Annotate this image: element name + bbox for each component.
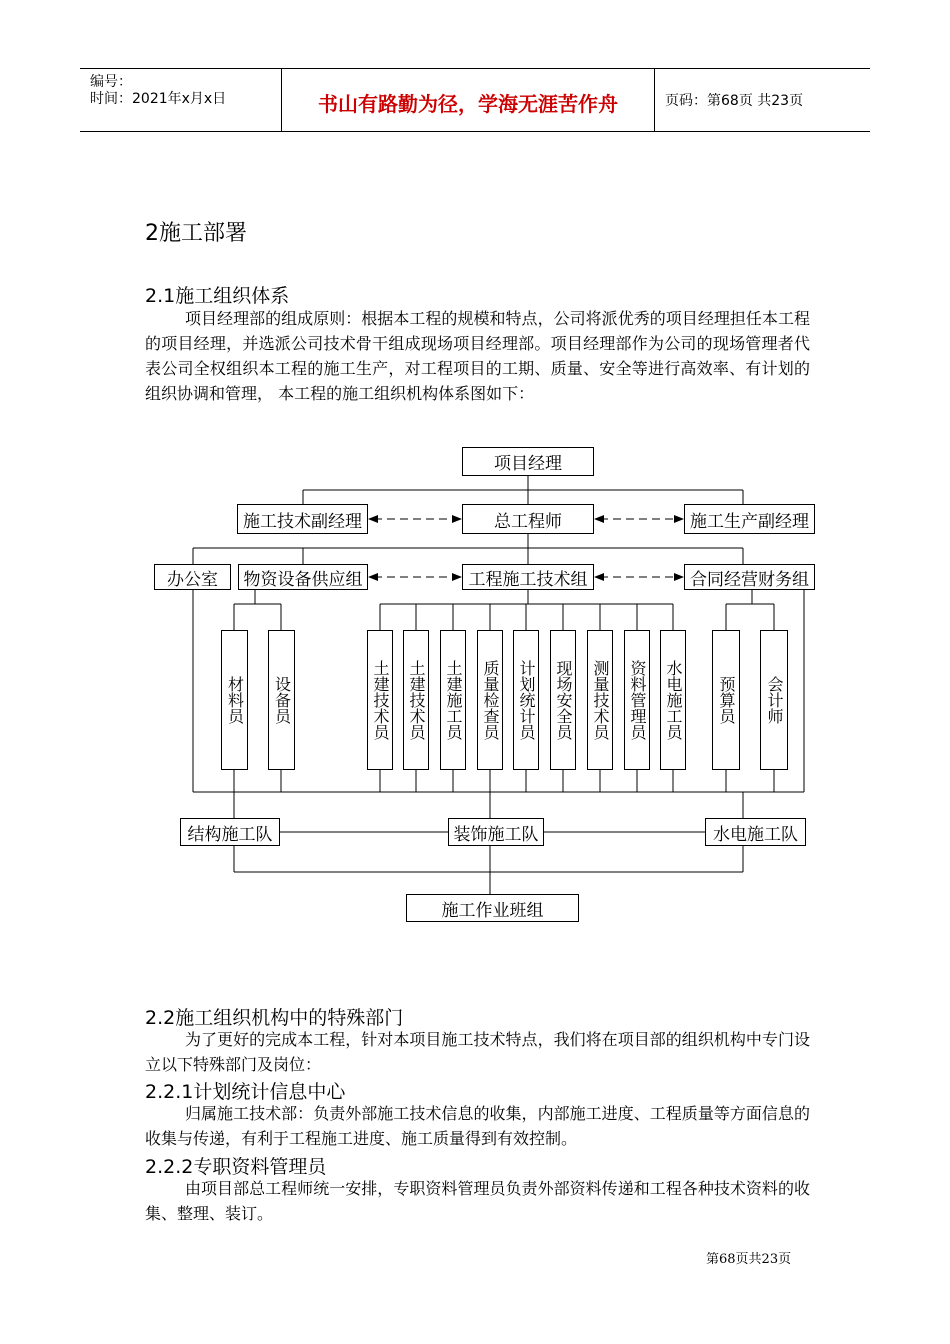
org-project-manager: 项目经理	[462, 447, 594, 476]
org-role-materials: 材料员	[221, 630, 248, 770]
org-production-deputy-manager: 施工生产副经理	[684, 504, 815, 534]
subsection-2-2-1-text: 归属施工技术部：负责外部施工技术信息的收集，内部施工进度、工程质量等方面信息的收集与传递，有利于工程施工进度、施工质量得到有效控制。	[145, 1104, 810, 1148]
org-role-document-management: 资料管理员	[624, 630, 650, 770]
org-office: 办公室	[154, 564, 231, 590]
header-motto: 书山有路勤为径，学海无涯苦作舟	[318, 92, 618, 116]
org-role-mep-construction: 水电施工员	[660, 630, 686, 770]
subsection-2-2-title: 2.2施工组织机构中的特殊部门	[145, 1007, 404, 1029]
org-role-civil-tech-2: 土建技术员	[403, 630, 429, 770]
org-role-accountant: 会计师	[760, 630, 788, 770]
org-role-planning-statistics: 计划统计员	[513, 630, 539, 770]
org-tech-deputy-manager: 施工技术副经理	[237, 504, 368, 534]
header-info-cell	[80, 69, 282, 131]
org-role-budgeting: 预算员	[712, 630, 740, 770]
org-structure-team: 结构施工队	[180, 818, 280, 846]
org-role-survey-tech: 测量技术员	[587, 630, 613, 770]
org-role-civil-tech-1: 土建技术员	[367, 630, 393, 770]
org-chart	[140, 440, 820, 930]
subsection-2-2-text: 为了更好的完成本工程，针对本项目施工技术特点，我们将在项目部的组织机构中专门设立以下特殊部门及岗位：	[145, 1030, 810, 1074]
org-finance-group: 合同经营财务组	[684, 564, 815, 590]
subsection-2-1-title: 2.1施工组织体系	[145, 285, 290, 307]
header-motto-cell	[282, 69, 655, 131]
org-role-equipment: 设备员	[268, 630, 295, 770]
header-number: 编号：	[90, 74, 132, 90]
header-time: 时间：2021年x月x日	[90, 91, 227, 107]
org-role-quality-inspector: 质量检查员	[477, 630, 503, 770]
org-mep-team: 水电施工队	[705, 818, 806, 846]
org-supply-group: 物资设备供应组	[238, 564, 368, 590]
page-footer-number: 第68页共23页	[706, 1252, 792, 1267]
subsection-2-2-2-text: 由项目部总工程师统一安排，专职资料管理员负责外部资料传递和工程各种技术资料的收集、整理、装订。	[145, 1179, 810, 1223]
section-title: 2施工部署	[145, 221, 247, 246]
org-tech-group: 工程施工技术组	[462, 564, 594, 590]
org-work-crew: 施工作业班组	[406, 894, 579, 922]
subsection-2-2-1-title: 2.2.1计划统计信息中心	[145, 1081, 346, 1103]
header-page-number: 页码：第68页 共23页	[665, 93, 804, 109]
header-page-cell	[655, 69, 870, 131]
org-decoration-team: 装饰施工队	[448, 818, 544, 846]
subsection-2-1-text: 项目经理部的组成原则：根据本工程的规模和特点，公司将派优秀的项目经理担任本工程的项目经理，并选派公司技术骨干组成现场项目经理部。项目经理部作为公司的现场管理者代表公司全权组织本工程的施工生产，对工程项目的工期、质量、安全等进行高效率、有计划的组织协调和管理， 本工程的施工组织机构体系图如下：	[145, 309, 810, 403]
subsection-2-2-2-title: 2.2.2专职资料管理员	[145, 1156, 327, 1178]
org-chief-engineer: 总工程师	[462, 504, 594, 534]
org-role-civil-construction: 土建施工员	[440, 630, 466, 770]
page-header	[80, 68, 870, 132]
org-role-site-safety: 现场安全员	[550, 630, 576, 770]
